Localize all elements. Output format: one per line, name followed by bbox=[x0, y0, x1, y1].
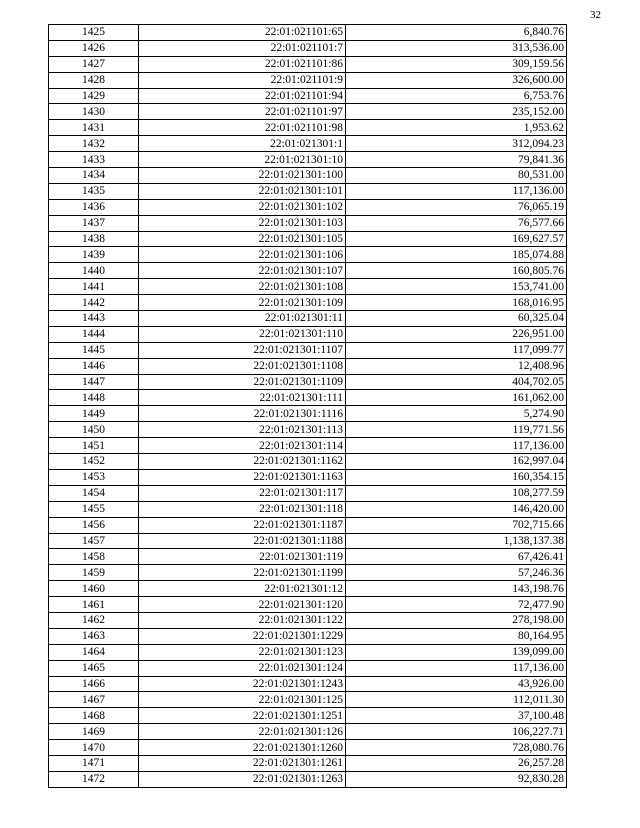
row-number-cell: 1435 bbox=[49, 183, 139, 199]
cadastral-number-cell: 22:01:021301:125 bbox=[139, 692, 346, 708]
cadastral-number-cell: 22:01:021301:1187 bbox=[139, 517, 346, 533]
cadastral-number-cell: 22:01:021301:1251 bbox=[139, 708, 346, 724]
table-row bbox=[49, 740, 567, 756]
row-number-cell: 1459 bbox=[49, 565, 139, 581]
table-row bbox=[49, 279, 567, 295]
cadastral-value-cell: 26,257.28 bbox=[346, 755, 567, 771]
table-row bbox=[49, 644, 567, 660]
cadastral-value-cell: 12,408.96 bbox=[346, 358, 567, 374]
table-row bbox=[49, 454, 567, 470]
row-number-cell: 1429 bbox=[49, 88, 139, 104]
cadastral-value-cell: 57,246.36 bbox=[346, 565, 567, 581]
table-row bbox=[49, 311, 567, 327]
table-row bbox=[49, 40, 567, 56]
cadastral-value-cell: 160,805.76 bbox=[346, 263, 567, 279]
table-row bbox=[49, 215, 567, 231]
table-row bbox=[49, 771, 567, 787]
table-row bbox=[49, 136, 567, 152]
cadastral-value-cell: 235,152.00 bbox=[346, 104, 567, 120]
row-number-cell: 1450 bbox=[49, 422, 139, 438]
cadastral-value-cell: 326,600.00 bbox=[346, 72, 567, 88]
cadastral-value-cell: 226,951.00 bbox=[346, 326, 567, 342]
row-number-cell: 1466 bbox=[49, 676, 139, 692]
table-row bbox=[49, 72, 567, 88]
page-number: 32 bbox=[590, 9, 601, 21]
cadastral-value-cell: 169,627.57 bbox=[346, 231, 567, 247]
row-number-cell: 1440 bbox=[49, 263, 139, 279]
cadastral-number-cell: 22:01:021301:108 bbox=[139, 279, 346, 295]
cadastral-number-cell: 22:01:021301:10 bbox=[139, 152, 346, 168]
row-number-cell: 1433 bbox=[49, 152, 139, 168]
cadastral-number-cell: 22:01:021101:65 bbox=[139, 25, 346, 41]
row-number-cell: 1452 bbox=[49, 454, 139, 470]
table-row bbox=[49, 438, 567, 454]
cadastral-value-cell: 6,753.76 bbox=[346, 88, 567, 104]
cadastral-number-cell: 22:01:021301:118 bbox=[139, 501, 346, 517]
table-row bbox=[49, 183, 567, 199]
cadastral-value-cell: 67,426.41 bbox=[346, 549, 567, 565]
row-number-cell: 1426 bbox=[49, 40, 139, 56]
cadastral-value-cell: 161,062.00 bbox=[346, 390, 567, 406]
cadastral-value-cell: 79,841.36 bbox=[346, 152, 567, 168]
table-row bbox=[49, 597, 567, 613]
cadastral-number-cell: 22:01:021301:1188 bbox=[139, 533, 346, 549]
cadastral-value-cell: 143,198.76 bbox=[346, 581, 567, 597]
row-number-cell: 1468 bbox=[49, 708, 139, 724]
cadastral-number-cell: 22:01:021301:109 bbox=[139, 295, 346, 311]
row-number-cell: 1456 bbox=[49, 517, 139, 533]
cadastral-value-cell: 117,136.00 bbox=[346, 438, 567, 454]
table-row bbox=[49, 263, 567, 279]
cadastral-number-cell: 22:01:021301:117 bbox=[139, 485, 346, 501]
table-row bbox=[49, 660, 567, 676]
cadastral-value-cell: 1,953.62 bbox=[346, 120, 567, 136]
row-number-cell: 1442 bbox=[49, 295, 139, 311]
cadastral-value-cell: 728,080.76 bbox=[346, 740, 567, 756]
cadastral-number-cell: 22:01:021301:124 bbox=[139, 660, 346, 676]
row-number-cell: 1462 bbox=[49, 612, 139, 628]
cadastral-number-cell: 22:01:021301:123 bbox=[139, 644, 346, 660]
cadastral-number-cell: 22:01:021101:9 bbox=[139, 72, 346, 88]
cadastral-value-cell: 119,771.56 bbox=[346, 422, 567, 438]
row-number-cell: 1439 bbox=[49, 247, 139, 263]
table-row bbox=[49, 342, 567, 358]
row-number-cell: 1454 bbox=[49, 485, 139, 501]
cadastral-value-cell: 6,840.76 bbox=[346, 25, 567, 41]
table-row bbox=[49, 326, 567, 342]
row-number-cell: 1464 bbox=[49, 644, 139, 660]
cadastral-value-cell: 702,715.66 bbox=[346, 517, 567, 533]
table-row bbox=[49, 88, 567, 104]
row-number-cell: 1471 bbox=[49, 755, 139, 771]
row-number-cell: 1469 bbox=[49, 724, 139, 740]
table-row bbox=[49, 152, 567, 168]
table-row bbox=[49, 168, 567, 184]
table-row bbox=[49, 390, 567, 406]
table-row bbox=[49, 422, 567, 438]
row-number-cell: 1431 bbox=[49, 120, 139, 136]
cadastral-value-cell: 185,074.88 bbox=[346, 247, 567, 263]
table-row bbox=[49, 612, 567, 628]
table-body bbox=[49, 25, 567, 788]
row-number-cell: 1430 bbox=[49, 104, 139, 120]
cadastral-value-cell: 117,136.00 bbox=[346, 183, 567, 199]
row-number-cell: 1428 bbox=[49, 72, 139, 88]
cadastral-number-cell: 22:01:021301:105 bbox=[139, 231, 346, 247]
table-row bbox=[49, 517, 567, 533]
row-number-cell: 1458 bbox=[49, 549, 139, 565]
cadastral-value-cell: 278,198.00 bbox=[346, 612, 567, 628]
cadastral-value-cell: 1,138,137.38 bbox=[346, 533, 567, 549]
table-row bbox=[49, 581, 567, 597]
cadastral-value-cell: 60,325.04 bbox=[346, 311, 567, 327]
row-number-cell: 1443 bbox=[49, 311, 139, 327]
cadastral-number-cell: 22:01:021301:1107 bbox=[139, 342, 346, 358]
table-row bbox=[49, 25, 567, 41]
cadastral-number-cell: 22:01:021301:1199 bbox=[139, 565, 346, 581]
cadastral-value-cell: 162,997.04 bbox=[346, 454, 567, 470]
row-number-cell: 1425 bbox=[49, 25, 139, 41]
cadastral-number-cell: 22:01:021301:122 bbox=[139, 612, 346, 628]
cadastral-value-cell: 117,136.00 bbox=[346, 660, 567, 676]
cadastral-value-cell: 160,354.15 bbox=[346, 469, 567, 485]
cadastral-number-cell: 22:01:021301:1261 bbox=[139, 755, 346, 771]
cadastral-number-cell: 22:01:021301:119 bbox=[139, 549, 346, 565]
cadastral-number-cell: 22:01:021101:94 bbox=[139, 88, 346, 104]
row-number-cell: 1438 bbox=[49, 231, 139, 247]
table-row bbox=[49, 676, 567, 692]
cadastral-value-cell: 5,274.90 bbox=[346, 406, 567, 422]
cadastral-number-cell: 22:01:021301:126 bbox=[139, 724, 346, 740]
cadastral-number-cell: 22:01:021301:1243 bbox=[139, 676, 346, 692]
cadastral-value-cell: 76,577.66 bbox=[346, 215, 567, 231]
table-row bbox=[49, 549, 567, 565]
table-row bbox=[49, 565, 567, 581]
row-number-cell: 1448 bbox=[49, 390, 139, 406]
cadastral-value-cell: 146,420.00 bbox=[346, 501, 567, 517]
cadastral-value-cell: 80,531.00 bbox=[346, 168, 567, 184]
cadastral-number-cell: 22:01:021301:1108 bbox=[139, 358, 346, 374]
row-number-cell: 1449 bbox=[49, 406, 139, 422]
cadastral-number-cell: 22:01:021301:113 bbox=[139, 422, 346, 438]
row-number-cell: 1432 bbox=[49, 136, 139, 152]
table-row bbox=[49, 724, 567, 740]
row-number-cell: 1472 bbox=[49, 771, 139, 787]
cadastral-value-cell: 43,926.00 bbox=[346, 676, 567, 692]
cadastral-number-cell: 22:01:021301:1116 bbox=[139, 406, 346, 422]
cadastral-number-cell: 22:01:021301:12 bbox=[139, 581, 346, 597]
row-number-cell: 1427 bbox=[49, 56, 139, 72]
cadastral-number-cell: 22:01:021301:111 bbox=[139, 390, 346, 406]
cadastral-number-cell: 22:01:021301:1 bbox=[139, 136, 346, 152]
table-row bbox=[49, 295, 567, 311]
table-row bbox=[49, 406, 567, 422]
table-row bbox=[49, 56, 567, 72]
cadastral-value-cell: 76,065.19 bbox=[346, 199, 567, 215]
cadastral-number-cell: 22:01:021301:1263 bbox=[139, 771, 346, 787]
row-number-cell: 1445 bbox=[49, 342, 139, 358]
cadastral-number-cell: 22:01:021301:103 bbox=[139, 215, 346, 231]
row-number-cell: 1437 bbox=[49, 215, 139, 231]
cadastral-number-cell: 22:01:021301:11 bbox=[139, 311, 346, 327]
table-row bbox=[49, 469, 567, 485]
cadastral-number-cell: 22:01:021101:98 bbox=[139, 120, 346, 136]
table-row bbox=[49, 231, 567, 247]
cadastral-value-cell: 80,164.95 bbox=[346, 628, 567, 644]
table-row bbox=[49, 755, 567, 771]
row-number-cell: 1441 bbox=[49, 279, 139, 295]
row-number-cell: 1434 bbox=[49, 168, 139, 184]
cadastral-number-cell: 22:01:021301:110 bbox=[139, 326, 346, 342]
row-number-cell: 1463 bbox=[49, 628, 139, 644]
cadastral-value-cell: 168,016.95 bbox=[346, 295, 567, 311]
cadastral-number-cell: 22:01:021301:106 bbox=[139, 247, 346, 263]
cadastral-value-cell: 313,536.00 bbox=[346, 40, 567, 56]
table-row bbox=[49, 104, 567, 120]
table-row bbox=[49, 501, 567, 517]
table-row bbox=[49, 708, 567, 724]
cadastral-number-cell: 22:01:021301:100 bbox=[139, 168, 346, 184]
row-number-cell: 1455 bbox=[49, 501, 139, 517]
cadastral-value-cell: 139,099.00 bbox=[346, 644, 567, 660]
row-number-cell: 1457 bbox=[49, 533, 139, 549]
cadastral-number-cell: 22:01:021301:107 bbox=[139, 263, 346, 279]
cadastral-value-cell: 112,011.30 bbox=[346, 692, 567, 708]
cadastral-number-cell: 22:01:021301:102 bbox=[139, 199, 346, 215]
row-number-cell: 1453 bbox=[49, 469, 139, 485]
cadastral-value-cell: 108,277.59 bbox=[346, 485, 567, 501]
cadastral-value-cell: 404,702.05 bbox=[346, 374, 567, 390]
cadastral-value-cell: 309,159.56 bbox=[346, 56, 567, 72]
cadastral-value-cell: 106,227.71 bbox=[346, 724, 567, 740]
cadastral-number-cell: 22:01:021301:1229 bbox=[139, 628, 346, 644]
cadastral-value-cell: 117,099.77 bbox=[346, 342, 567, 358]
cadastral-number-cell: 22:01:021301:1163 bbox=[139, 469, 346, 485]
row-number-cell: 1444 bbox=[49, 326, 139, 342]
cadastral-number-cell: 22:01:021301:101 bbox=[139, 183, 346, 199]
cadastral-number-cell: 22:01:021301:1109 bbox=[139, 374, 346, 390]
table-row bbox=[49, 247, 567, 263]
table-row bbox=[49, 374, 567, 390]
table-row bbox=[49, 628, 567, 644]
row-number-cell: 1451 bbox=[49, 438, 139, 454]
cadastral-number-cell: 22:01:021101:97 bbox=[139, 104, 346, 120]
cadastral-value-cell: 312,094.23 bbox=[346, 136, 567, 152]
table-row bbox=[49, 533, 567, 549]
cadastral-number-cell: 22:01:021101:86 bbox=[139, 56, 346, 72]
row-number-cell: 1465 bbox=[49, 660, 139, 676]
row-number-cell: 1436 bbox=[49, 199, 139, 215]
table-row bbox=[49, 120, 567, 136]
row-number-cell: 1446 bbox=[49, 358, 139, 374]
table-row bbox=[49, 199, 567, 215]
table-row bbox=[49, 692, 567, 708]
row-number-cell: 1467 bbox=[49, 692, 139, 708]
cadastral-value-cell: 37,100.48 bbox=[346, 708, 567, 724]
row-number-cell: 1470 bbox=[49, 740, 139, 756]
cadastral-value-cell: 153,741.00 bbox=[346, 279, 567, 295]
cadastral-number-cell: 22:01:021301:114 bbox=[139, 438, 346, 454]
row-number-cell: 1447 bbox=[49, 374, 139, 390]
cadastral-value-table bbox=[48, 24, 567, 788]
cadastral-value-cell: 72,477.90 bbox=[346, 597, 567, 613]
cadastral-value-cell: 92,830.28 bbox=[346, 771, 567, 787]
row-number-cell: 1461 bbox=[49, 597, 139, 613]
table-row bbox=[49, 485, 567, 501]
cadastral-number-cell: 22:01:021301:1162 bbox=[139, 454, 346, 470]
cadastral-number-cell: 22:01:021301:120 bbox=[139, 597, 346, 613]
cadastral-number-cell: 22:01:021101:7 bbox=[139, 40, 346, 56]
table-row bbox=[49, 358, 567, 374]
row-number-cell: 1460 bbox=[49, 581, 139, 597]
cadastral-number-cell: 22:01:021301:1260 bbox=[139, 740, 346, 756]
